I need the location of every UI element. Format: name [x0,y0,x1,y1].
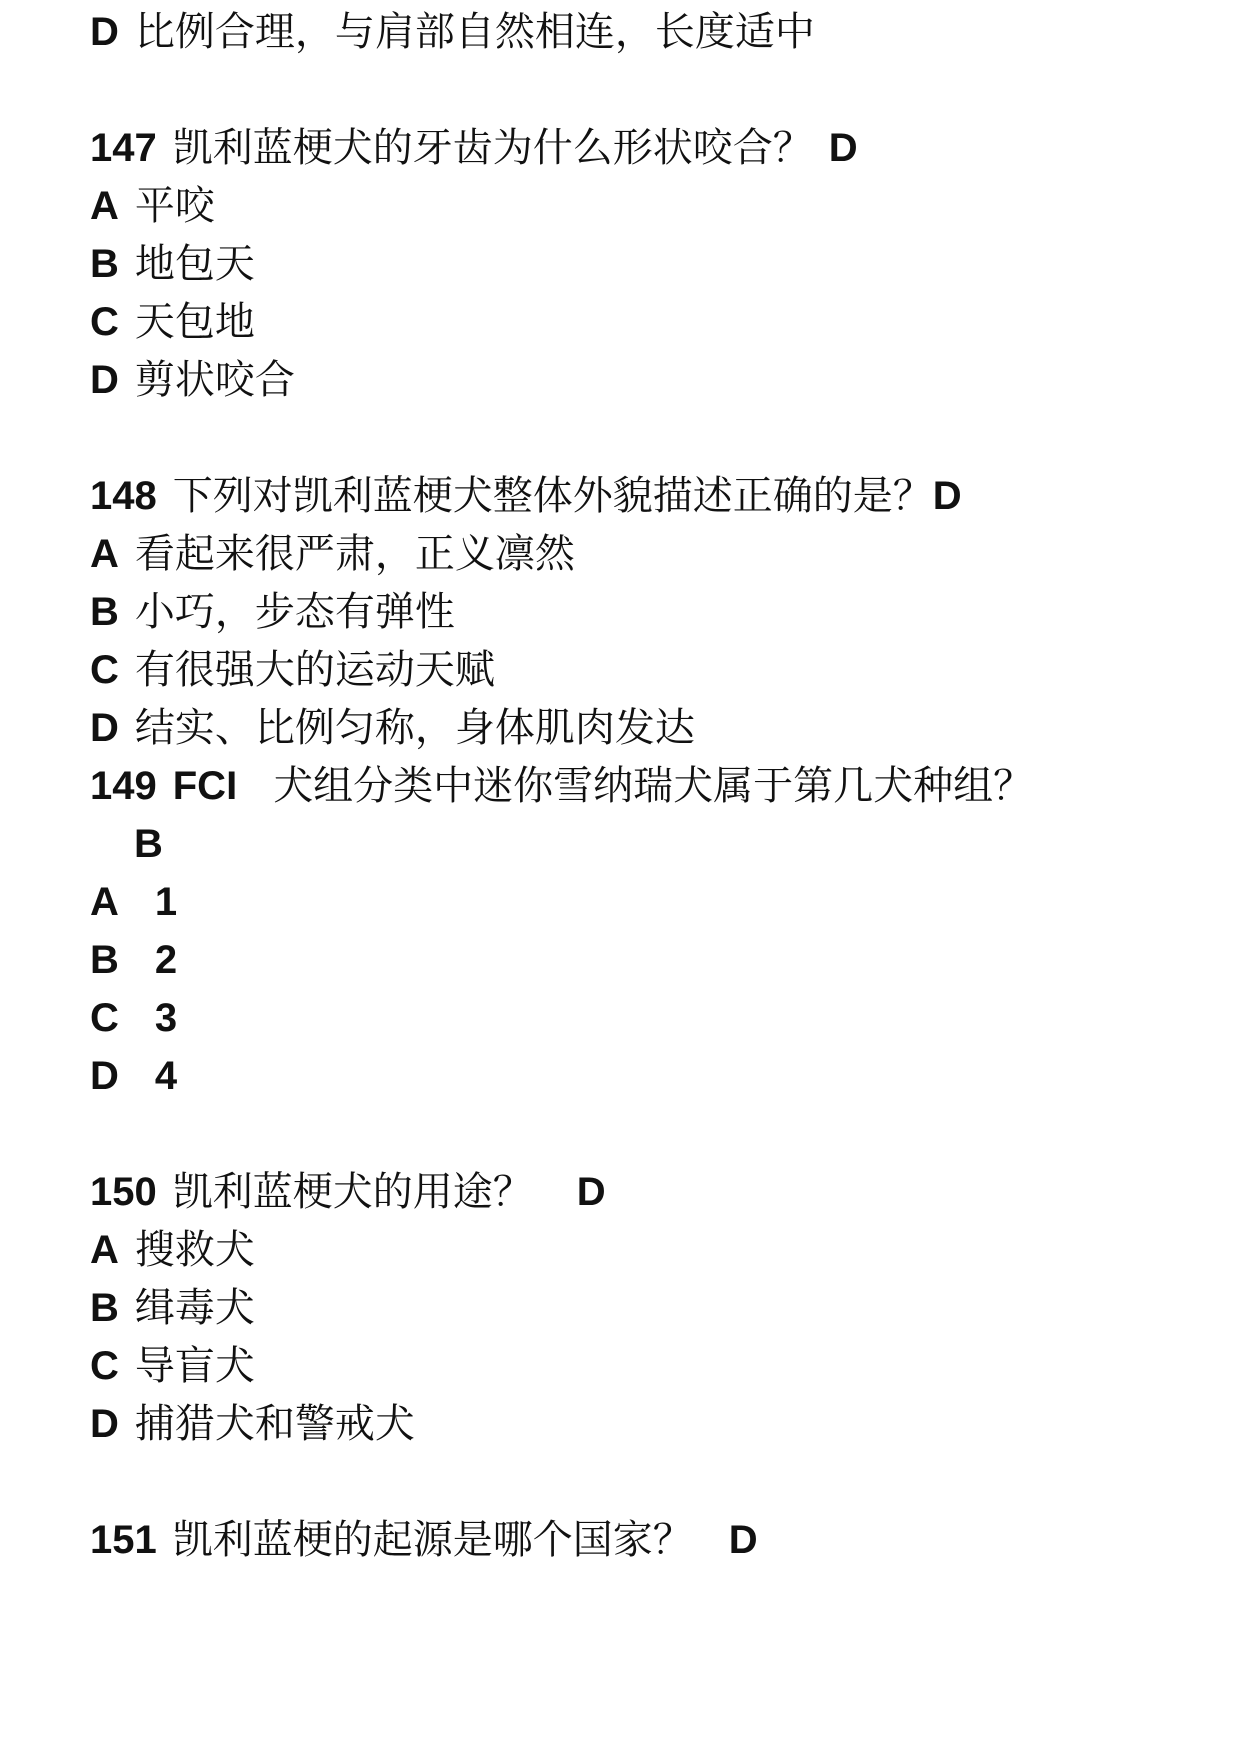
option-text: 3 [154,996,178,1040]
option-text: 缉毒犬 [134,1285,255,1331]
option-letter: A [90,532,119,576]
option-text: 搜救犬 [134,1227,255,1273]
option-text: 小巧，步态有弹性 [134,589,455,635]
question-text: 凯利蓝梗的起源是哪个国家？ [172,1517,693,1563]
option-line [90,586,455,638]
answer-key: B [134,822,163,866]
option-text: 天包地 [134,299,255,345]
option-letter: D [90,358,119,402]
option-line [90,1224,255,1276]
option-line [90,238,255,290]
option-letter: D [90,10,119,54]
option-line [90,528,575,580]
answer-key: D [576,1170,606,1214]
question-number: 148 [90,474,157,518]
option-text: 4 [154,1054,178,1098]
question-text: 凯利蓝梗犬的牙齿为什么形状咬合？ [172,125,813,171]
option-letter: D [90,706,119,750]
option-line [90,180,215,232]
option-letter: D [90,1054,119,1098]
option-line [90,354,295,406]
answer-line [134,818,163,870]
option-letter: D [90,1402,119,1446]
answer-key: D [728,1518,758,1562]
option-letter: A [90,880,119,924]
question-151 [90,1514,758,1566]
option-text: 导盲犬 [134,1343,255,1389]
option-letter: C [90,1344,119,1388]
question-150 [90,1166,606,1218]
option-letter: C [90,648,119,692]
question-148 [90,470,962,522]
question-prefix: FCI [172,764,238,808]
option-text: 捕猎犬和警戒犬 [134,1401,415,1447]
option-text: 有很强大的运动天赋 [134,647,495,693]
option-line [90,1340,255,1392]
answer-key: D [828,126,858,170]
question-147 [90,122,858,174]
option-text: 平咬 [134,183,215,229]
option-letter: B [90,1286,119,1330]
option-letter: A [90,1228,119,1272]
question-149 [90,760,1033,812]
option-text: 看起来很严肃，正义凛然 [134,531,575,577]
answer-key: D [932,474,962,518]
option-letter: C [90,300,119,344]
question-number: 151 [90,1518,157,1562]
question-number: 147 [90,126,157,170]
option-letter: A [90,184,119,228]
question-text: 犬组分类中迷你雪纳瑞犬属于第几犬种组？ [273,763,1034,809]
question-text: 凯利蓝梗犬的用途？ [172,1169,533,1215]
option-line [90,876,177,928]
question-text: 下列对凯利蓝梗犬整体外貌描述正确的是？ [172,473,933,519]
option-text: 2 [154,938,178,982]
option-text: 比例合理，与肩部自然相连，长度适中 [134,9,815,55]
option-text: 结实、比例匀称，身体肌肉发达 [134,705,695,751]
question-number: 149 [90,764,157,808]
option-line [90,1282,255,1334]
option-line [90,934,177,986]
option-line [90,1050,177,1102]
option-line [90,6,815,58]
question-number: 150 [90,1170,157,1214]
option-letter: B [90,938,119,982]
option-letter: C [90,996,119,1040]
option-line [90,1398,415,1450]
option-line [90,644,495,696]
option-line [90,702,695,754]
option-line [90,296,255,348]
option-text: 地包天 [134,241,255,287]
option-letter: B [90,590,119,634]
option-text: 剪状咬合 [134,357,295,403]
option-text: 1 [154,880,178,924]
option-line [90,992,177,1044]
option-letter: B [90,242,119,286]
